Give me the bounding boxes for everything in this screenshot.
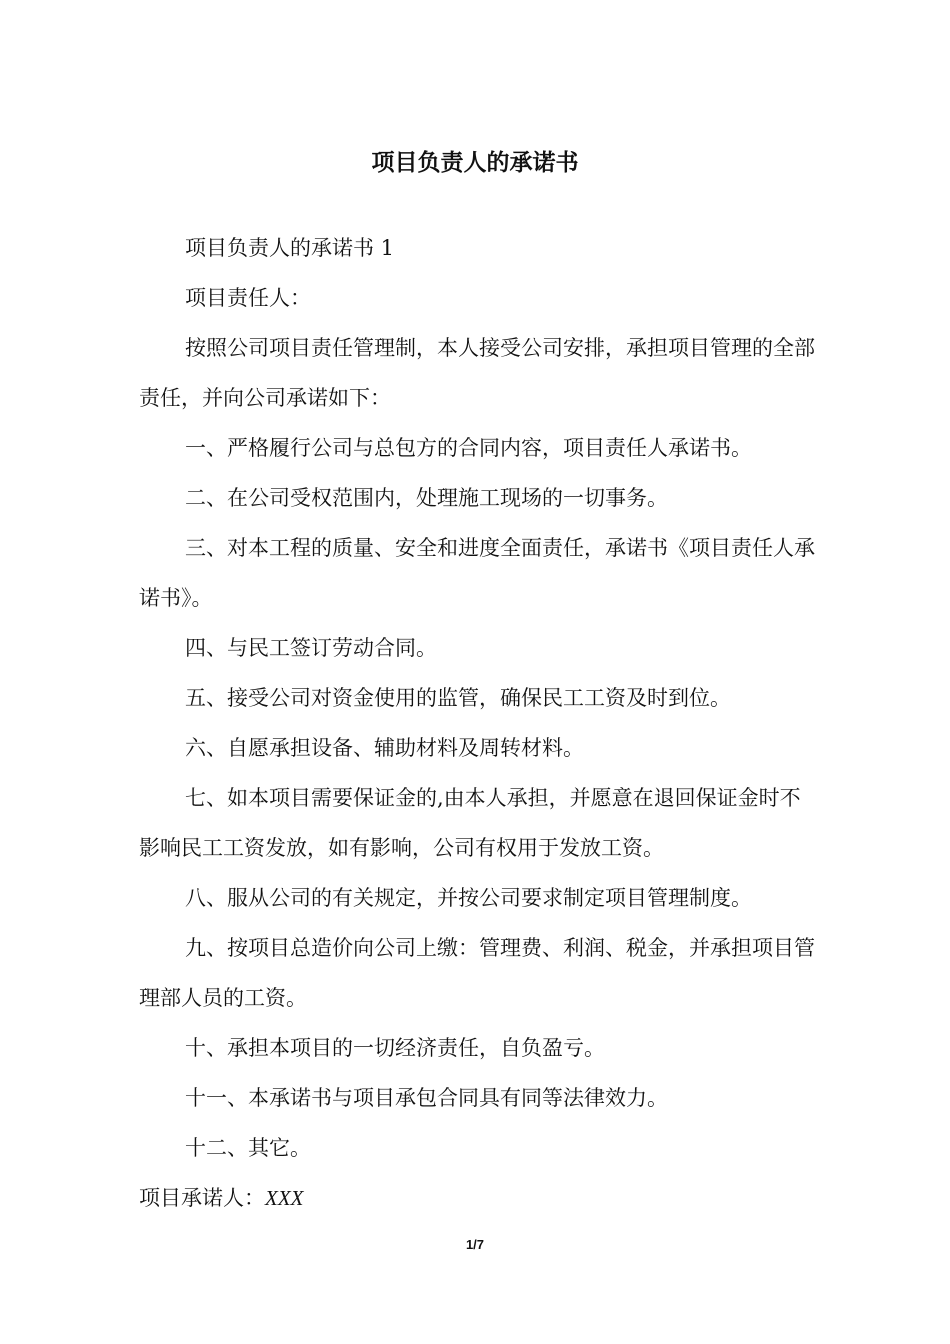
page-title: 项目负责人的承诺书 — [371, 150, 579, 176]
clause-6: 六、自愿承担设备、辅助材料及周转材料。 — [185, 736, 584, 760]
clause-11: 十一、本承诺书与项目承包合同具有同等法律效力。 — [185, 1086, 668, 1110]
clause-4: 四、与民工签订劳动合同。 — [185, 636, 437, 660]
page-number: 1/7 — [465, 1237, 485, 1252]
clause-5: 五、接受公司对资金使用的监管，确保民工工资及时到位。 — [185, 686, 731, 710]
document-body — [139, 223, 815, 1223]
clause-1: 一、严格履行公司与总包方的合同内容，项目责任人承诺书。 — [185, 436, 752, 460]
clause-7: 七、如本项目需要保证金的,由本人承担，并愿意在退回保证金时不影响民工工资发放，如有影响，公司有权用于发放工资。 — [139, 786, 801, 860]
clause-9: 九、按项目总造价向公司上缴：管理费、利润、税金，并承担项目管理部人员的工资。 — [139, 936, 815, 1010]
signature-name: XXX — [265, 1186, 304, 1210]
clause-8: 八、服从公司的有关规定，并按公司要求制定项目管理制度。 — [185, 886, 752, 910]
signature-label: 项目承诺人： — [139, 1186, 265, 1210]
clause-12: 十二、其它。 — [185, 1136, 311, 1160]
signature-line — [139, 1173, 815, 1223]
clause-2: 二、在公司受权范围内，处理施工现场的一切事务。 — [185, 486, 668, 510]
clause-10: 十、承担本项目的一切经济责任，自负盈亏。 — [185, 1036, 605, 1060]
intro-paragraph: 按照公司项目责任管理制，本人接受公司安排，承担项目管理的全部责任，并向公司承诺如下： — [139, 336, 815, 410]
clause-3: 三、对本工程的质量、安全和进度全面责任，承诺书《项目责任人承诺书》。 — [139, 536, 815, 610]
subtitle-paragraph: 项目负责人的承诺书 1 — [185, 236, 395, 260]
addressee-paragraph: 项目责任人： — [185, 286, 311, 310]
